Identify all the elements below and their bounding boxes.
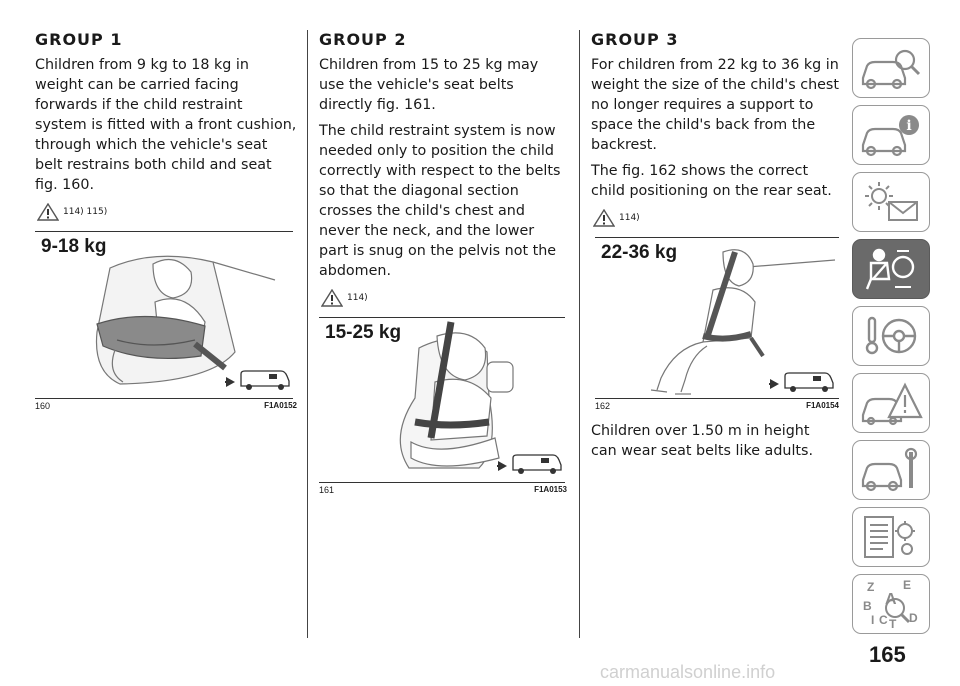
watermark: carmanualsonline.info <box>600 662 776 682</box>
index-letter: E <box>903 578 912 592</box>
tab-emergency[interactable] <box>852 373 930 433</box>
figure-weight-label: 15-25 kg <box>325 322 402 343</box>
figure-weight-label: 9-18 kg <box>41 236 107 257</box>
section-heading: GROUP 1 <box>35 30 123 49</box>
index-letter: I <box>871 613 875 627</box>
car-search-icon <box>859 44 923 92</box>
figure-162 <box>595 237 839 399</box>
figure-160 <box>35 231 293 399</box>
section-heading: GROUP 3 <box>591 30 679 49</box>
index-letter: Z <box>867 580 875 594</box>
figure-code: F1A0153 <box>534 485 567 494</box>
figure-number: 162 <box>595 401 611 411</box>
warning-light-message-icon <box>859 178 923 226</box>
tab-knowing-vehicle[interactable] <box>852 38 930 98</box>
tab-technical-specifications[interactable] <box>852 507 930 567</box>
specifications-gears-icon <box>859 513 923 561</box>
body-paragraph: Children from 15 to 25 kg may use the vehicle's seat belts directly fig. 161. <box>319 57 539 113</box>
van-icon <box>495 450 565 476</box>
warning-triangle-icon <box>321 289 343 307</box>
warning-triangle-icon <box>37 203 59 221</box>
section-heading: GROUP 2 <box>319 30 407 49</box>
car-breakdown-warning-icon <box>859 379 923 427</box>
body-paragraph: The child restraint system is now needed only to position the child correctly with respect to the belts so that the diagonal section crosses the child's chest and never the neck, and the lower part is snug on the pelvis not the abdomen. <box>319 123 561 279</box>
figure-code: F1A0152 <box>264 401 297 410</box>
tab-warning-lights[interactable] <box>852 172 930 232</box>
body-paragraph: Children from 9 kg to 18 kg in weight can be carried facing forwards if the child restraint system is fitted with a front cushion, through which the vehicle's seat belt restrains both child and seat fig. 160. <box>35 57 297 193</box>
warning-reference <box>37 201 297 223</box>
column-group-2 <box>319 30 567 495</box>
figure-number: 160 <box>35 401 51 411</box>
van-icon <box>767 368 837 394</box>
index-letter: C <box>879 613 888 627</box>
figure-caption <box>595 401 839 411</box>
column-group-3 <box>591 30 839 467</box>
tab-dashboard-info[interactable] <box>852 105 930 165</box>
index-letter: B <box>863 599 872 613</box>
warning-refs: 114) 115) <box>63 207 108 217</box>
body-paragraph: The fig. 162 shows the correct child positioning on the rear seat. <box>591 163 832 199</box>
index-letter: D <box>909 611 918 625</box>
figure-code: F1A0154 <box>806 401 839 410</box>
column-divider <box>579 30 580 638</box>
chapter-tabs <box>852 38 932 641</box>
warning-reference <box>593 207 839 229</box>
column-group-1 <box>35 30 297 411</box>
index-letter: T <box>889 617 897 630</box>
airbag-seatbelt-icon <box>859 245 923 293</box>
warning-reference <box>321 287 567 309</box>
svg-text:i: i <box>906 118 912 134</box>
steering-key-icon <box>859 312 923 360</box>
warning-refs: 114) <box>619 213 640 223</box>
tab-service-maintenance[interactable] <box>852 440 930 500</box>
warning-refs: 114) <box>347 293 368 303</box>
body-paragraph: Children over 1.50 m in height can wear seat belts like adults. <box>591 423 814 459</box>
van-icon <box>223 366 293 392</box>
tab-safety[interactable] <box>852 239 930 299</box>
figure-caption <box>35 401 297 411</box>
alphabetical-index-icon <box>859 578 923 630</box>
page-number: 165 <box>869 642 906 667</box>
car-service-tools-icon <box>859 446 923 494</box>
figure-number: 161 <box>319 485 335 495</box>
column-divider <box>307 30 308 638</box>
figure-caption <box>319 485 567 495</box>
figure-161 <box>319 317 565 483</box>
index-letter: A <box>885 591 897 608</box>
car-info-icon <box>859 111 923 159</box>
figure-weight-label: 22-36 kg <box>601 242 678 263</box>
tab-starting-driving[interactable] <box>852 306 930 366</box>
tab-alphabetical-index[interactable] <box>852 574 930 634</box>
warning-triangle-icon <box>593 209 615 227</box>
body-paragraph: For children from 22 kg to 36 kg in weight the size of the child's chest no longer requires a support to space the child's back from the backrest. <box>591 57 839 153</box>
